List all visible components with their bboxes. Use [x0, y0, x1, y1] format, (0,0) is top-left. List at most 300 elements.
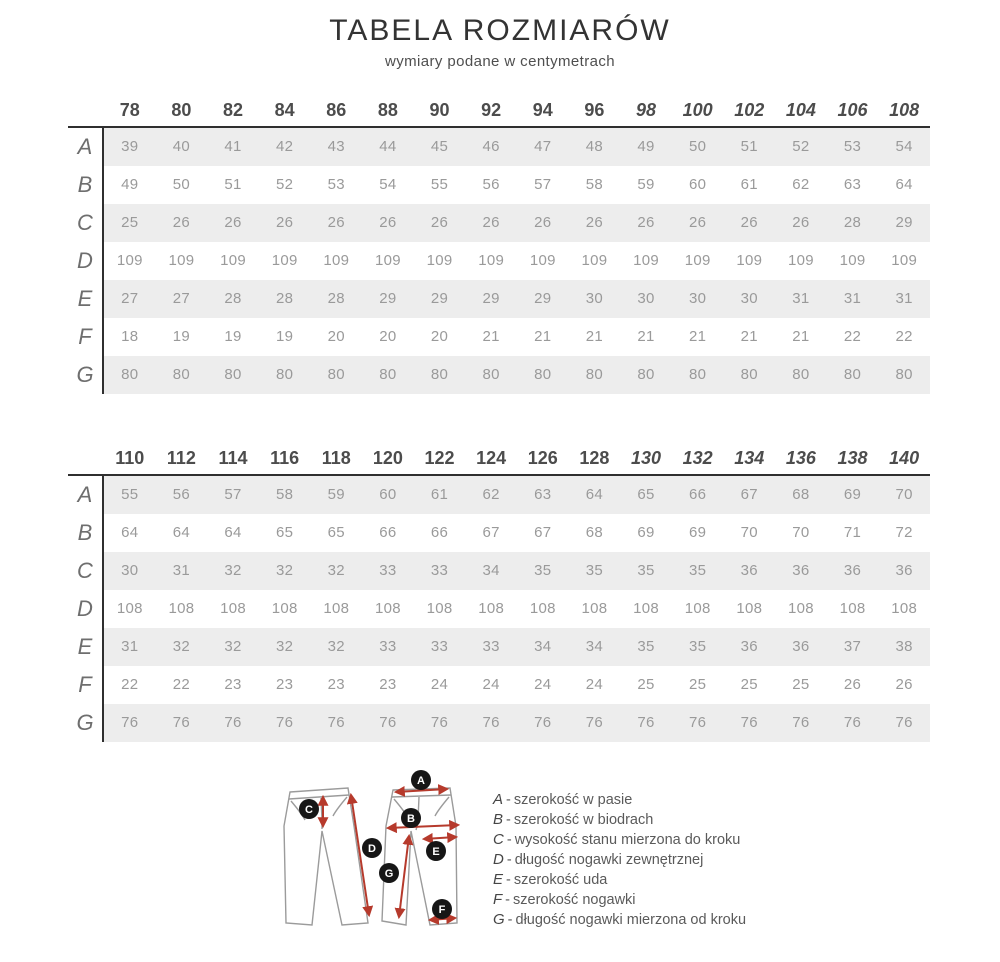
size-value: 53: [327, 176, 345, 193]
measurement-row-E: [68, 280, 930, 318]
size-value: 36: [724, 552, 776, 590]
size-value: 109: [116, 252, 143, 269]
legend-separator: -: [506, 872, 511, 888]
size-value: 55: [104, 476, 156, 514]
size-value: 28: [259, 280, 311, 318]
legend-item: [493, 870, 746, 890]
size-value: 28: [207, 280, 259, 318]
size-value: 25: [104, 204, 156, 242]
size-value: 30: [672, 280, 724, 318]
size-value: 64: [224, 524, 242, 541]
size-value: 66: [379, 524, 397, 541]
size-value: 64: [569, 476, 621, 514]
size-value: 26: [620, 204, 672, 242]
size-value: 35: [672, 628, 724, 666]
legend-text: wysokość stanu mierzona do kroku: [514, 832, 741, 848]
badge-D: [362, 838, 382, 858]
size-header-row: [68, 440, 930, 474]
measurement-row-G: [68, 704, 930, 742]
page-subtitle: wymiary podane w centymetrach: [384, 53, 616, 70]
pants-front-left: [284, 788, 368, 925]
size-value: 80: [775, 356, 827, 394]
size-column-header: 98: [636, 100, 657, 120]
legend-item: [493, 850, 746, 870]
size-column-header: 96: [584, 100, 605, 120]
size-value: 31: [156, 552, 208, 590]
size-column-header: 130: [631, 448, 662, 468]
size-value: 109: [684, 252, 711, 269]
size-column-header: 122: [424, 448, 455, 468]
size-value: 108: [323, 600, 350, 617]
size-value: 23: [224, 676, 242, 693]
size-value: 65: [620, 476, 672, 514]
measurement-row-F: [68, 666, 930, 704]
size-value: 18: [121, 328, 139, 345]
size-value: 49: [121, 176, 139, 193]
size-value: 26: [724, 204, 776, 242]
size-value: 109: [891, 252, 918, 269]
size-value: 22: [895, 328, 913, 345]
size-value: 32: [311, 628, 363, 666]
legend-letter: B: [493, 811, 504, 828]
size-value: 19: [224, 328, 242, 345]
measurement-row-B: [68, 166, 930, 204]
size-value: 40: [156, 128, 208, 166]
size-value: 109: [839, 252, 866, 269]
size-column-header: 118: [321, 448, 351, 468]
size-column-header: 128: [579, 448, 610, 468]
size-value: 26: [207, 204, 259, 242]
size-value: 26: [517, 204, 569, 242]
size-value: 58: [259, 476, 311, 514]
size-value: 34: [465, 552, 517, 590]
legend-separator: -: [507, 912, 513, 928]
size-value: 52: [775, 128, 827, 166]
row-label: G: [68, 704, 104, 742]
size-value: 26: [156, 204, 208, 242]
size-value: 109: [581, 252, 608, 269]
size-value: 31: [827, 280, 879, 318]
size-value: 42: [259, 128, 311, 166]
size-value: 64: [172, 524, 191, 541]
legend-letter: C: [493, 831, 504, 848]
legend-text: długość nogawki mierzona od kroku: [515, 912, 747, 928]
legend-item: [493, 830, 746, 850]
legend-text: szerokość uda: [513, 872, 608, 888]
size-value: 51: [724, 128, 776, 166]
size-value: 59: [637, 176, 655, 193]
size-column-header: 108: [889, 100, 920, 120]
size-value: 70: [740, 524, 758, 541]
size-value: 65: [327, 524, 345, 541]
size-value: 76: [724, 704, 776, 742]
size-value: 58: [585, 176, 604, 193]
size-value: 109: [374, 252, 401, 269]
size-value: 80: [517, 356, 569, 394]
size-value: 36: [878, 552, 930, 590]
size-value: 67: [724, 476, 776, 514]
size-value: 80: [414, 356, 466, 394]
size-value: 26: [362, 204, 414, 242]
measurement-row-C: [68, 204, 930, 242]
size-value: 24: [534, 676, 552, 693]
size-value: 69: [637, 524, 655, 541]
legend-separator: -: [506, 832, 512, 848]
row-label: G: [68, 356, 104, 394]
size-value: 109: [168, 252, 195, 269]
size-value: 108: [787, 600, 814, 617]
size-value: 20: [430, 328, 449, 345]
svg-text:A: A: [417, 775, 425, 787]
svg-text:B: B: [407, 813, 415, 825]
size-value: 25: [792, 676, 810, 693]
size-value: 21: [637, 328, 655, 345]
legend-list: [493, 790, 746, 954]
size-value: 109: [271, 252, 298, 269]
size-value: 76: [259, 704, 311, 742]
size-value: 63: [517, 476, 569, 514]
size-value: 26: [775, 204, 827, 242]
size-value: 26: [672, 204, 724, 242]
size-column-header: 82: [223, 100, 244, 120]
svg-text:C: C: [305, 804, 313, 816]
legend-letter: D: [493, 851, 504, 868]
size-value: 21: [740, 328, 758, 345]
size-column-header: 88: [377, 100, 398, 120]
size-value: 76: [569, 704, 621, 742]
size-value: 80: [465, 356, 517, 394]
size-value: 76: [311, 704, 363, 742]
size-value: 54: [878, 128, 930, 166]
size-value: 24: [482, 676, 500, 693]
size-column-header: 114: [218, 448, 248, 468]
size-value: 19: [276, 328, 294, 345]
size-column-header: 110: [115, 448, 145, 468]
size-value: 35: [569, 552, 621, 590]
badge-C: [299, 799, 319, 819]
size-value: 26: [895, 676, 913, 693]
size-column-header: 106: [837, 100, 868, 120]
size-value: 80: [156, 356, 208, 394]
size-column-header: 134: [734, 448, 765, 468]
size-value: 41: [207, 128, 259, 166]
size-value: 26: [311, 204, 363, 242]
size-value: 23: [379, 676, 397, 693]
size-value: 49: [620, 128, 672, 166]
size-value: 29: [465, 280, 517, 318]
size-value: 70: [792, 524, 810, 541]
size-value: 29: [362, 280, 414, 318]
size-value: 108: [581, 600, 608, 617]
size-value: 31: [104, 628, 156, 666]
size-column-header: 78: [119, 100, 140, 120]
size-value: 108: [529, 600, 556, 617]
size-value: 108: [374, 600, 401, 617]
size-value: 35: [620, 552, 672, 590]
size-value: 21: [792, 328, 810, 345]
size-value: 31: [775, 280, 827, 318]
size-value: 30: [104, 552, 156, 590]
size-value: 64: [895, 176, 913, 193]
row-label: E: [68, 628, 104, 666]
size-value: 19: [172, 328, 191, 345]
pants-measurement-diagram: [278, 768, 483, 954]
size-value: 80: [207, 356, 259, 394]
size-value: 76: [414, 704, 466, 742]
size-column-header: 140: [889, 448, 920, 468]
size-value: 45: [414, 128, 466, 166]
page-header: [0, 0, 1000, 70]
size-value: 43: [311, 128, 363, 166]
size-value: 33: [414, 552, 466, 590]
row-label: C: [68, 552, 104, 590]
size-value: 29: [517, 280, 569, 318]
size-column-header: 136: [785, 448, 816, 468]
size-value: 109: [529, 252, 556, 269]
row-label: B: [68, 166, 104, 204]
size-column-header: 90: [429, 100, 450, 120]
size-value: 23: [327, 676, 345, 693]
legend-text: szerokość w pasie: [513, 792, 633, 808]
size-value: 109: [220, 252, 247, 269]
size-column-header: 100: [682, 100, 713, 120]
size-value: 28: [827, 204, 879, 242]
measurement-row-A: [68, 128, 930, 166]
size-value: 62: [792, 176, 810, 193]
size-value: 108: [633, 600, 660, 617]
size-column-header: 92: [481, 100, 502, 120]
legend-separator: -: [506, 792, 511, 808]
size-value: 35: [517, 552, 569, 590]
size-value: 33: [362, 552, 414, 590]
size-column-header: 86: [326, 100, 347, 120]
size-value: 109: [736, 252, 763, 269]
size-value: 39: [104, 128, 156, 166]
size-value: 57: [534, 176, 552, 193]
measurement-row-D: [68, 242, 930, 280]
size-value: 37: [827, 628, 879, 666]
size-value: 36: [775, 552, 827, 590]
row-label: D: [68, 590, 104, 628]
svg-text:F: F: [438, 904, 446, 916]
size-value: 29: [878, 204, 930, 242]
size-column-header: 126: [527, 448, 558, 468]
size-value: 27: [156, 280, 208, 318]
size-value: 26: [843, 676, 862, 693]
size-value: 108: [478, 600, 505, 617]
size-value: 33: [414, 628, 466, 666]
size-value: 61: [740, 176, 758, 193]
size-value: 76: [156, 704, 208, 742]
size-value: 36: [775, 628, 827, 666]
size-value: 108: [271, 600, 298, 617]
size-value: 51: [224, 176, 242, 193]
size-value: 30: [724, 280, 776, 318]
size-value: 25: [689, 676, 707, 693]
size-value: 56: [482, 176, 500, 193]
size-column-header: 120: [372, 448, 403, 468]
size-value: 32: [207, 552, 259, 590]
size-value: 21: [482, 328, 500, 345]
measurement-guide: [0, 768, 1000, 954]
size-value: 32: [207, 628, 259, 666]
size-value: 36: [724, 628, 776, 666]
size-value: 50: [672, 128, 724, 166]
size-value: 108: [220, 600, 247, 617]
size-value: 108: [116, 600, 143, 617]
size-value: 52: [276, 176, 294, 193]
size-header-row: [68, 92, 930, 126]
page-title: TABELA ROZMIARÓW: [329, 14, 671, 47]
measurement-row-F: [68, 318, 930, 356]
size-value: 72: [895, 524, 913, 541]
size-value: 109: [478, 252, 505, 269]
size-value: 21: [534, 328, 552, 345]
size-value: 108: [168, 600, 195, 617]
size-value: 66: [430, 524, 449, 541]
size-value: 35: [620, 628, 672, 666]
size-value: 76: [878, 704, 930, 742]
size-value: 30: [569, 280, 621, 318]
legend-text: długość nogawki zewnętrznej: [514, 852, 704, 868]
row-label: F: [68, 666, 104, 704]
size-value: 66: [672, 476, 724, 514]
badge-B: [401, 808, 421, 828]
legend-separator: -: [506, 852, 512, 868]
size-value: 109: [323, 252, 350, 269]
size-value: 80: [311, 356, 363, 394]
size-value: 34: [517, 628, 569, 666]
size-value: 38: [878, 628, 930, 666]
measurement-row-B: [68, 514, 930, 552]
size-value: 67: [482, 524, 500, 541]
row-label: A: [68, 128, 104, 166]
size-value: 30: [620, 280, 672, 318]
size-column-header: 102: [734, 100, 765, 120]
size-value: 68: [775, 476, 827, 514]
size-value: 32: [259, 628, 311, 666]
size-value: 76: [104, 704, 156, 742]
legend-separator: -: [505, 892, 511, 908]
size-value: 109: [787, 252, 814, 269]
size-value: 67: [534, 524, 552, 541]
size-column-header: 94: [532, 100, 553, 120]
size-value: 22: [172, 676, 191, 693]
size-value: 21: [585, 328, 604, 345]
size-value: 61: [414, 476, 466, 514]
size-value: 108: [684, 600, 711, 617]
row-label: A: [68, 476, 104, 514]
size-value: 71: [843, 524, 862, 541]
size-value: 80: [878, 356, 930, 394]
measurement-row-A: [68, 476, 930, 514]
size-table-small: [68, 92, 930, 394]
size-value: 76: [517, 704, 569, 742]
legend-item: [493, 790, 746, 810]
size-value: 36: [827, 552, 879, 590]
badge-G: [379, 863, 399, 883]
size-value: 32: [311, 552, 363, 590]
size-value: 60: [689, 176, 707, 193]
measurement-row-G: [68, 356, 930, 394]
size-value: 32: [259, 552, 311, 590]
size-value: 80: [672, 356, 724, 394]
size-value: 60: [362, 476, 414, 514]
size-column-header: 104: [785, 100, 816, 120]
size-value: 69: [689, 524, 707, 541]
size-value: 57: [207, 476, 259, 514]
legend-letter: E: [493, 871, 504, 888]
size-value: 26: [569, 204, 621, 242]
legend-item: [493, 810, 746, 830]
measurement-row-E: [68, 628, 930, 666]
badge-F: [432, 899, 452, 919]
size-value: 20: [379, 328, 397, 345]
size-value: 25: [637, 676, 655, 693]
size-value: 29: [414, 280, 466, 318]
size-value: 27: [104, 280, 156, 318]
size-value: 20: [327, 328, 345, 345]
size-value: 35: [672, 552, 724, 590]
legend-letter: F: [493, 891, 503, 908]
size-value: 32: [156, 628, 208, 666]
legend-letter: G: [493, 911, 505, 928]
size-value: 22: [121, 676, 139, 693]
size-value: 33: [362, 628, 414, 666]
measurement-row-D: [68, 590, 930, 628]
size-column-header: 112: [166, 448, 196, 468]
size-value: 108: [736, 600, 763, 617]
size-value: 76: [207, 704, 259, 742]
legend-letter: A: [493, 791, 504, 808]
size-value: 24: [430, 676, 449, 693]
size-value: 68: [585, 524, 604, 541]
size-value: 28: [311, 280, 363, 318]
size-value: 80: [362, 356, 414, 394]
row-label: C: [68, 204, 104, 242]
size-value: 54: [379, 176, 397, 193]
row-label: D: [68, 242, 104, 280]
size-value: 21: [689, 328, 707, 345]
legend-separator: -: [506, 812, 511, 828]
size-value: 59: [311, 476, 363, 514]
size-value: 65: [276, 524, 294, 541]
size-column-header: 132: [682, 448, 713, 468]
legend-item: [493, 890, 746, 910]
size-column-header: 80: [171, 100, 192, 120]
size-value: 76: [827, 704, 879, 742]
size-value: 108: [839, 600, 866, 617]
svg-text:D: D: [368, 843, 376, 855]
size-value: 26: [414, 204, 466, 242]
size-table-body: [68, 474, 930, 742]
size-value: 34: [569, 628, 621, 666]
size-value: 22: [843, 328, 862, 345]
size-value: 24: [585, 676, 604, 693]
size-table-body: [68, 126, 930, 394]
size-value: 26: [465, 204, 517, 242]
size-column-header: 124: [476, 448, 507, 468]
size-column-header: 138: [837, 448, 868, 468]
size-value: 56: [156, 476, 208, 514]
size-value: 64: [121, 524, 139, 541]
size-value: 46: [465, 128, 517, 166]
size-value: 80: [569, 356, 621, 394]
svg-text:G: G: [384, 868, 394, 880]
size-value: 76: [672, 704, 724, 742]
size-value: 55: [430, 176, 449, 193]
svg-text:E: E: [432, 846, 440, 858]
